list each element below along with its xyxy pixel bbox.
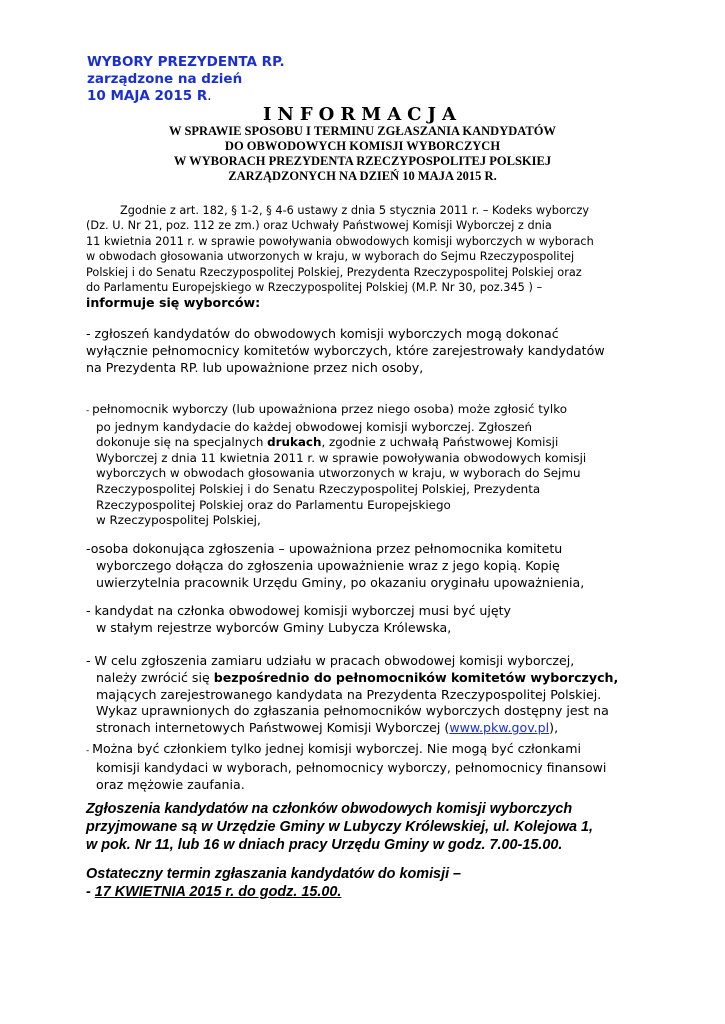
pkw-link[interactable]: www.pkw.gov.pl bbox=[449, 720, 550, 736]
item5-line-5-post: ), bbox=[549, 720, 559, 736]
header-line-2: zarządzone na dzień bbox=[87, 71, 243, 87]
item2-line-3-post: , zgodnie z uchwałą Państwowej Komisji bbox=[321, 435, 559, 450]
item5-line-1: - W celu zgłoszenia zamiaru udziału w pracach obwodowej komisji wyborczej, bbox=[86, 653, 575, 668]
item2-line-2: po jednym kandydacie do każdej obwodowej komisji wyborczej. Zgłoszeń bbox=[96, 419, 533, 434]
item2-line-7: Rzeczypospolitej Polskiej oraz do Parlamentu Europejskiego bbox=[96, 497, 451, 512]
intro-bold-line: informuje się wyborców: bbox=[86, 295, 261, 311]
subtitle-line-4: ZARZĄDZONYCH NA DZIEŃ 10 MAJA 2015 R. bbox=[228, 169, 497, 183]
intro-line-6: do Parlamentu Europejskiego w Rzeczypospolitej Polskiej (M.P. Nr 30, poz.345 ) – bbox=[86, 281, 543, 295]
item2-line-3 bbox=[86, 435, 666, 451]
item2-line-1: pełnomocnik wyborczy (lub upoważniona przez niego osoba) może zgłosić tylko bbox=[92, 402, 567, 416]
submission-notice bbox=[86, 800, 666, 854]
item5-line-5 bbox=[86, 720, 666, 737]
item6-line-3: oraz mężowie zaufania. bbox=[96, 776, 245, 792]
item1-line-2: wyłącznie pełnomocnicy komitetów wyborczych, które zarejestrowały kandydatów bbox=[86, 342, 605, 358]
item5-line-4: Wykaz uprawnionych do zgłaszania pełnomocników wyborczych dostępny jest na bbox=[96, 703, 609, 719]
list-item-2 bbox=[86, 402, 666, 529]
item2-line-5: wyborczych w obwodach głosowania utworzonych w kraju, w wyborach do Sejmu bbox=[96, 466, 581, 481]
final2-line-1: Ostateczny termin zgłaszania kandydatów do komisji – bbox=[86, 866, 462, 882]
item2-line-3-pre: dokonuje się na specjalnych bbox=[96, 435, 268, 450]
final2-dash: - bbox=[86, 884, 95, 900]
item2-drukach: drukach bbox=[267, 435, 322, 450]
list-item-5 bbox=[86, 653, 666, 737]
intro-line-3: 11 kwietnia 2011 r. w sprawie powoływania obwodowych komisji wyborczych w wyborach bbox=[86, 234, 594, 248]
item5-bold-phrase: bezpośrednio do pełnomocników komitetów wyborczych, bbox=[213, 669, 619, 685]
list-item-3 bbox=[86, 541, 666, 591]
item5-line-2-pre: należy zwrócić się bbox=[96, 669, 214, 685]
subtitle-line-2: DO OBWODOWYCH KOMISJI WYBORCZYCH bbox=[224, 139, 501, 153]
subtitle-line-3: W WYBORACH PREZYDENTA RZECZYPOSPOLITEJ POLSKIEJ bbox=[173, 154, 552, 168]
subtitle-line-1: W SPRAWIE SPOSOBU I TERMINU ZGŁASZANIA KANDYDATÓW bbox=[169, 124, 556, 138]
item4-line-2: w stałym rejestrze wyborców Gminy Lubycza Królewska, bbox=[96, 619, 452, 635]
intro-line-4: w obwodach głosowania utworzonych w kraju, w wyborach do Sejmu Rzeczypospolitej bbox=[86, 250, 575, 264]
item2-dash: - bbox=[86, 406, 93, 416]
item5-line-5-pre: stronach internetowych Państwowej Komisji Wyborczej ( bbox=[96, 720, 450, 736]
deadline-date: 17 KWIETNIA 2015 r. do godz. 15.00. bbox=[94, 884, 342, 900]
item2-line-6: Rzeczypospolitej Polskiej i do Senatu Rzeczypospolitej Polskiej, Prezydenta bbox=[96, 481, 541, 496]
item1-line-3: na Prezydenta RP. lub upoważnione przez nich osoby, bbox=[86, 359, 424, 375]
header-dot: . bbox=[207, 88, 212, 104]
final1-line-1: Zgłoszenia kandydatów na członków obwodowych komisji wyborczych bbox=[86, 801, 573, 817]
document-subtitle bbox=[0, 124, 725, 184]
item6-line-1: Można być członkiem tylko jednej komisji wyborczej. Nie mogą być członkami bbox=[92, 741, 582, 756]
item3-line-3: uwierzytelnia pracownik Urzędu Gminy, po okazaniu oryginału upoważnienia, bbox=[96, 574, 585, 590]
item6-dash: - bbox=[86, 746, 93, 756]
item3-line-1: -osoba dokonująca zgłoszenia – upoważniona przez pełnomocnika komitetu bbox=[86, 541, 563, 556]
item6-line-2: komisji kandydaci w wyborach, pełnomocnicy wyborczy, pełnomocnicy finansowi bbox=[96, 759, 607, 775]
final1-line-3: w pok. Nr 11, lub 16 w dniach pracy Urzędu Gminy w godz. 7.00-15.00. bbox=[86, 837, 563, 853]
list-item-6 bbox=[86, 741, 666, 793]
item1-line-1: - zgłoszeń kandydatów do obwodowych komisji wyborczych mogą dokonać bbox=[86, 326, 559, 341]
list-item-1 bbox=[86, 326, 666, 376]
deadline-notice bbox=[86, 865, 666, 901]
list-item-4 bbox=[86, 603, 666, 637]
item2-line-8: w Rzeczypospolitej Polskiej, bbox=[96, 513, 261, 528]
election-header bbox=[87, 54, 285, 105]
final1-line-2: przyjmowane są w Urzędzie Gminy w Lubyczy Królewskiej, ul. Kolejowa 1, bbox=[86, 819, 594, 835]
item2-line-4: Wyborczej z dnia 11 kwietnia 2011 r. w sprawie powoływania obwodowych komisji bbox=[96, 450, 587, 465]
document-title: INFORMACJA bbox=[263, 104, 462, 125]
header-line-3 bbox=[87, 88, 285, 105]
header-line-1: WYBORY PREZYDENTA RP. bbox=[87, 54, 285, 70]
intro-line-2: (Dz. U. Nr 21, poz. 112 ze zm.) oraz Uchwały Państwowej Komisji Wyborczej z dnia bbox=[86, 219, 552, 233]
item3-line-2: wyborczego dołącza do zgłoszenia upoważnienie wraz z jego kopią. Kopię bbox=[96, 557, 560, 573]
header-date: 10 MAJA 2015 R bbox=[87, 88, 208, 104]
intro-line-1: Zgodnie z art. 182, § 1-2, § 4-6 ustawy z dnia 5 stycznia 2011 r. – Kodeks wyborczy bbox=[120, 204, 590, 217]
intro-line-5: Polskiej i do Senatu Rzeczypospolitej Polskiej, Prezydenta Rzeczypospolitej Polskiej oraz bbox=[86, 265, 582, 279]
item5-line-3: mających zarejestrowanego kandydata na Prezydenta Rzeczypospolitej Polskiej. bbox=[96, 686, 602, 702]
item5-line-2 bbox=[86, 670, 666, 687]
item4-line-1: - kandydat na członka obwodowej komisji wyborczej musi być ujęty bbox=[86, 603, 511, 618]
intro-paragraph bbox=[86, 203, 661, 311]
final2-line-2 bbox=[86, 883, 666, 901]
